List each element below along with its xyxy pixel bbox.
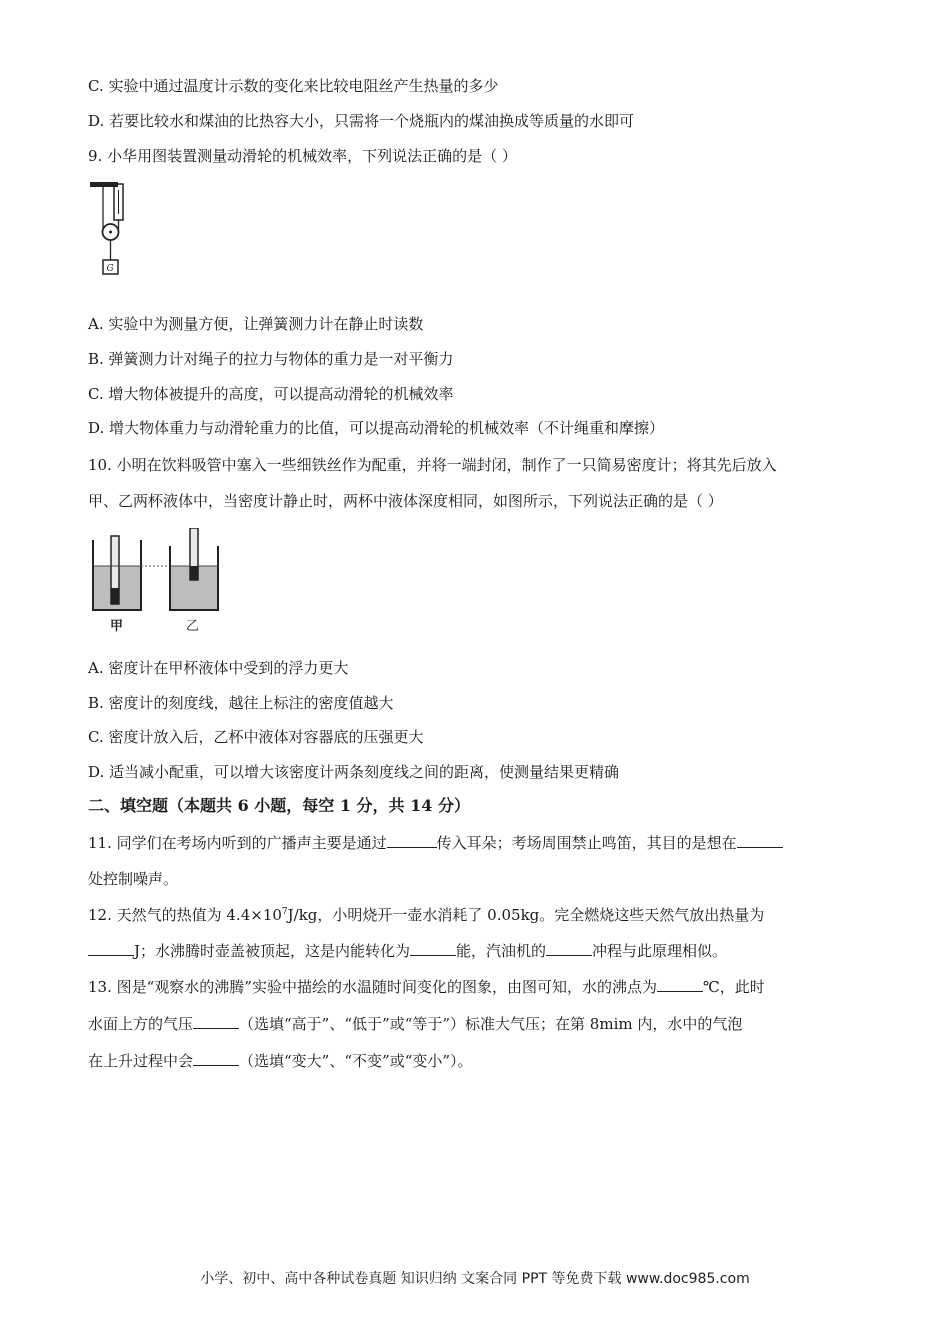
q10-option-b: B. 密度计的刻度线，越往上标注的密度值越大 <box>88 694 394 712</box>
q11-text-b: 传入耳朵；考场周围禁止鸣笛，其目的是想在 <box>436 834 737 852</box>
q9-option-d: D. 增大物体重力与动滑轮重力的比值，可以提高动滑轮的机械效率（不计绳重和摩擦） <box>88 419 665 437</box>
q11-blank-2[interactable] <box>737 833 783 848</box>
q13-text-e: 在上升过程中会 <box>88 1052 194 1070</box>
q11-line1 <box>88 833 783 853</box>
q10-stem-line2: 甲、乙两杯液体中，当密度计静止时，两杯中液体深度相同，如图所示，下列说法正确的是（ ） <box>88 492 723 510</box>
q13-blank-1[interactable] <box>657 977 703 992</box>
q9-option-a: A. 实验中为测量方便，让弹簧测力计在静止时读数 <box>88 315 424 333</box>
pulley-figure <box>88 178 138 282</box>
cup-yi-label: 乙 <box>186 619 200 634</box>
q12-blank-1[interactable] <box>88 941 134 956</box>
q12-line1 <box>88 905 764 925</box>
q12-text-e: 冲程与此原理相似。 <box>592 942 728 960</box>
q13-text-c: 水面上方的气压 <box>88 1015 194 1033</box>
q12-line2 <box>88 941 727 961</box>
q10-option-a: A. 密度计在甲杯液体中受到的浮力更大 <box>88 659 349 677</box>
q10-stem-line1: 10. 小明在饮料吸管中塞入一些细铁丝作为配重，并将一端封闭，制作了一只简易密度计；将其先后放入 <box>88 456 777 474</box>
q12-text-c: J；水沸腾时壶盖被顶起，这是内能转化为 <box>134 942 411 960</box>
q9-option-b: B. 弹簧测力计对绳子的拉力与物体的重力是一对平衡力 <box>88 350 454 368</box>
weight-label: G <box>106 264 114 274</box>
q12-blank-3[interactable] <box>546 941 592 956</box>
q8-option-c: C. 实验中通过温度计示数的变化来比较电阻丝产生热量的多少 <box>88 77 499 95</box>
q13-line2 <box>88 1014 742 1034</box>
q13-blank-3[interactable] <box>193 1051 239 1066</box>
q10-option-d: D. 适当减小配重，可以增大该密度计两条刻度线之间的距离，使测量结果更精确 <box>88 763 620 781</box>
q12-exponent: 7 <box>281 907 288 917</box>
q13-line3 <box>88 1051 473 1071</box>
footer-ad-text: 小学、初中、高中各种试卷真题 知识归纳 文案合同 PPT 等免费下载 www.doc985.com <box>200 1271 750 1287</box>
q11-blank-1[interactable] <box>387 833 437 848</box>
q13-blank-2[interactable] <box>193 1014 239 1029</box>
q9-stem: 9. 小华用图装置测量动滑轮的机械效率，下列说法正确的是（ ） <box>88 147 517 165</box>
density-meter-figure <box>88 528 224 636</box>
q11-text-a: 11. 同学们在考场内听到的广播声主要是通过 <box>88 834 387 852</box>
q12-blank-2[interactable] <box>410 941 456 956</box>
cup-jia-label: 甲 <box>110 619 124 634</box>
q12-text-d: 能，汽油机的 <box>456 942 547 960</box>
q13-text-d: （选填“高于”、“低于”或“等于”）标准大气压；在第 8mim 内，水中的气泡 <box>239 1015 743 1033</box>
q8-option-d: D. 若要比较水和煤油的比热容大小，只需将一个烧瓶内的煤油换成等质量的水即可 <box>88 112 635 130</box>
q12-text-a: 12. 天然气的热值为 4.4×10 <box>88 906 282 924</box>
q13-text-f: （选填“变大”、“不变”或“变小”）。 <box>239 1052 473 1070</box>
q10-option-c: C. 密度计放入后，乙杯中液体对容器底的压强更大 <box>88 728 424 746</box>
q11-line2: 处控制噪声。 <box>88 870 179 888</box>
section-2-title: 二、填空题（本题共 6 小题，每空 1 分，共 14 分） <box>88 796 470 815</box>
q13-text-b: ℃，此时 <box>702 978 765 996</box>
q13-line1 <box>88 977 765 997</box>
q12-text-b: J/kg，小明烧开一壶水消耗了 0.05kg。完全燃烧这些天然气放出热量为 <box>287 906 765 924</box>
q9-option-c: C. 增大物体被提升的高度，可以提高动滑轮的机械效率 <box>88 385 454 403</box>
q13-text-a: 13. 图是“观察水的沸腾”实验中描绘的水温随时间变化的图象，由图可知，水的沸点为 <box>88 978 657 996</box>
